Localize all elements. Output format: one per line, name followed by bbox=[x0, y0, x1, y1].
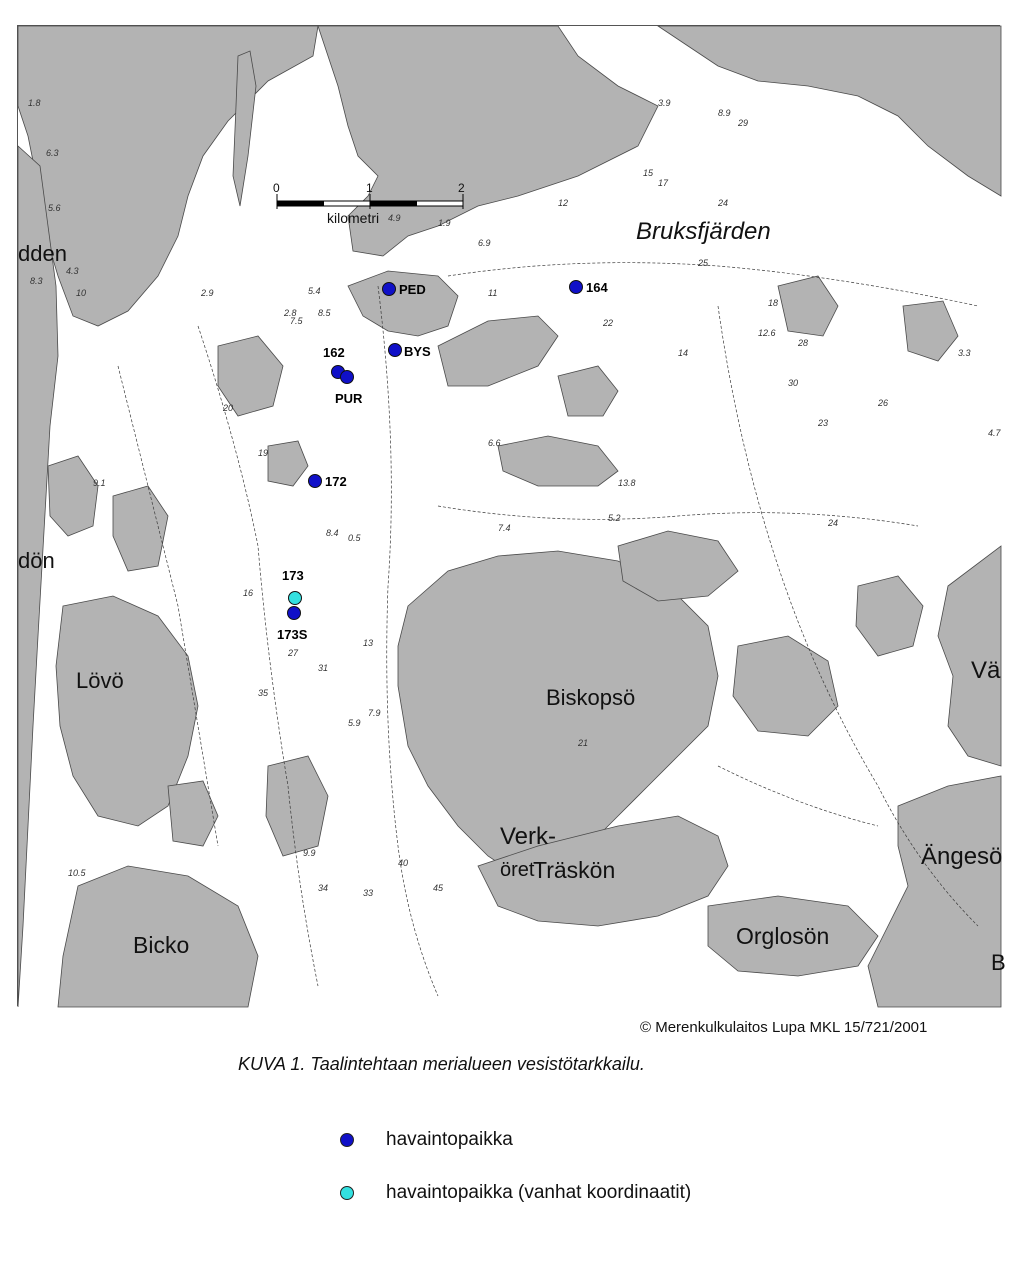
depth-sounding-23: 28 bbox=[798, 338, 809, 348]
depth-sounding-19: 24 bbox=[828, 518, 839, 528]
depth-sounding-14: 12 bbox=[558, 198, 569, 208]
depth-sounding-50: 6.6 bbox=[488, 438, 501, 448]
depth-sounding-49: 0.5 bbox=[348, 533, 361, 543]
station-ped bbox=[383, 282, 426, 297]
station-bys bbox=[389, 344, 432, 360]
place-name-4: Biskopsö bbox=[546, 685, 636, 710]
depth-sounding-13: 1.9 bbox=[438, 218, 451, 228]
depth-sounding-36: 21 bbox=[578, 738, 589, 748]
station-marker-icon bbox=[289, 592, 302, 605]
station-label: 164 bbox=[586, 280, 608, 295]
depth-sounding-42: 33 bbox=[363, 888, 374, 898]
depth-sounding-31: 7.9 bbox=[368, 708, 381, 718]
legend-label-current: havaintopaikka bbox=[386, 1129, 513, 1150]
scale-unit: kilometri bbox=[327, 210, 380, 226]
station-marker-icon bbox=[341, 371, 354, 384]
depth-sounding-46: 7.4 bbox=[498, 523, 511, 533]
station-label: PUR bbox=[335, 391, 363, 406]
depth-sounding-32: 5.9 bbox=[348, 718, 361, 728]
place-name-3: Lövö bbox=[76, 668, 124, 693]
station-164 bbox=[570, 280, 609, 295]
depth-sounding-47: 5.2 bbox=[608, 513, 621, 523]
depth-sounding-26: 14 bbox=[678, 348, 689, 358]
place-name-10: Ängesö bbox=[921, 843, 1003, 870]
depth-sounding-54: 12.6 bbox=[758, 328, 776, 338]
map-canvas bbox=[18, 26, 1006, 1007]
depth-sounding-56: 24 bbox=[718, 198, 729, 208]
depth-sounding-35: 19 bbox=[258, 448, 269, 458]
place-name-6: öret bbox=[500, 859, 535, 881]
place-name-11: Vä bbox=[971, 657, 1001, 684]
place-name-7: Träskön bbox=[533, 857, 616, 883]
depth-sounding-21: 22 bbox=[603, 318, 614, 328]
depth-sounding-40: 40 bbox=[398, 858, 409, 868]
depth-sounding-10: 2.8 bbox=[284, 308, 297, 318]
station-marker-icon bbox=[383, 283, 396, 296]
depth-sounding-48: 8.4 bbox=[326, 528, 339, 538]
legend-cyan-dot-icon bbox=[340, 1186, 354, 1200]
depth-sounding-2: 5.6 bbox=[48, 203, 61, 213]
station-label: 173 bbox=[282, 568, 304, 583]
station-label: BYS bbox=[404, 344, 431, 359]
depth-sounding-22: 18 bbox=[768, 298, 779, 308]
depth-sounding-25: 26 bbox=[878, 398, 889, 408]
station-marker-icon bbox=[309, 475, 322, 488]
place-name-8: Orglosön bbox=[736, 923, 830, 949]
depth-sounding-12: 6.9 bbox=[478, 238, 491, 248]
depth-sounding-33: 9.9 bbox=[303, 848, 316, 858]
place-name-1: dden bbox=[18, 241, 67, 266]
station-label: 173S bbox=[277, 627, 308, 642]
depth-sounding-3: 8.3 bbox=[30, 276, 43, 286]
depth-sounding-52: 4.7 bbox=[988, 428, 1001, 438]
depth-sounding-11: 4.9 bbox=[388, 213, 401, 223]
depth-sounding-44: 16 bbox=[243, 588, 254, 598]
depth-sounding-15: 15 bbox=[643, 168, 654, 178]
legend-row-old bbox=[340, 1181, 692, 1205]
depth-sounding-5: 10 bbox=[76, 288, 87, 298]
station-marker-icon bbox=[570, 281, 583, 294]
station-label: 172 bbox=[325, 474, 347, 489]
legend-row-current bbox=[340, 1128, 513, 1152]
depth-sounding-16: 17 bbox=[658, 178, 669, 188]
depth-sounding-7: 7.5 bbox=[290, 316, 303, 326]
depth-sounding-37: 27 bbox=[288, 648, 299, 658]
place-name-0: Bruksfjärden bbox=[636, 218, 771, 245]
depth-sounding-18: 20 bbox=[223, 403, 234, 413]
depth-sounding-38: 31 bbox=[318, 663, 329, 673]
place-name-12: B bbox=[991, 950, 1006, 975]
place-name-9: Bicko bbox=[133, 932, 190, 958]
scale-tick-1: 1 bbox=[366, 181, 373, 195]
depth-sounding-55: 13.8 bbox=[618, 478, 636, 488]
depth-sounding-0: 1.8 bbox=[28, 98, 41, 108]
depth-sounding-30: 8.9 bbox=[718, 108, 731, 118]
depth-sounding-43: 34 bbox=[318, 883, 329, 893]
depth-sounding-53: 10.5 bbox=[68, 868, 86, 878]
depth-sounding-9: 8.5 bbox=[318, 308, 331, 318]
depth-sounding-51: 3.3 bbox=[958, 348, 971, 358]
station-label: 162 bbox=[323, 345, 345, 360]
station-label: PED bbox=[399, 282, 426, 297]
figure-caption: KUVA 1. Taalintehtaan merialueen vesistötarkkailu. bbox=[238, 1054, 645, 1074]
depth-sounding-28: 29 bbox=[738, 118, 749, 128]
nautical-map bbox=[17, 25, 1006, 1006]
depth-sounding-1: 6.3 bbox=[46, 148, 59, 158]
legend-label-old: havaintopaikka (vanhat koordinaatit) bbox=[386, 1182, 692, 1203]
depth-sounding-45: 9.1 bbox=[93, 478, 106, 488]
scale-tick-0: 0 bbox=[273, 181, 280, 195]
depth-sounding-24: 30 bbox=[788, 378, 799, 388]
depth-sounding-17: 11 bbox=[488, 288, 498, 298]
depth-sounding-39: 35 bbox=[258, 688, 269, 698]
depth-sounding-29: 3.9 bbox=[658, 98, 671, 108]
depth-sounding-4: 4.3 bbox=[66, 266, 79, 276]
scale-tick-2: 2 bbox=[458, 181, 465, 195]
station-marker-icon bbox=[389, 344, 402, 357]
place-name-5: Verk- bbox=[500, 823, 557, 850]
place-name-2: dön bbox=[18, 548, 55, 573]
depth-sounding-27: 23 bbox=[818, 418, 829, 428]
legend-blue-dot-icon bbox=[340, 1133, 354, 1147]
depth-sounding-34: 13 bbox=[363, 638, 374, 648]
depth-sounding-20: 25 bbox=[698, 258, 709, 268]
depth-sounding-8: 5.4 bbox=[308, 286, 321, 296]
station-marker-icon bbox=[288, 607, 301, 620]
depth-sounding-41: 45 bbox=[433, 883, 444, 893]
depth-sounding-6: 2.9 bbox=[201, 288, 214, 298]
station-172 bbox=[309, 474, 347, 489]
copyright-notice: © Merenkulkulaitos Lupa MKL 15/721/2001 bbox=[640, 1019, 928, 1036]
